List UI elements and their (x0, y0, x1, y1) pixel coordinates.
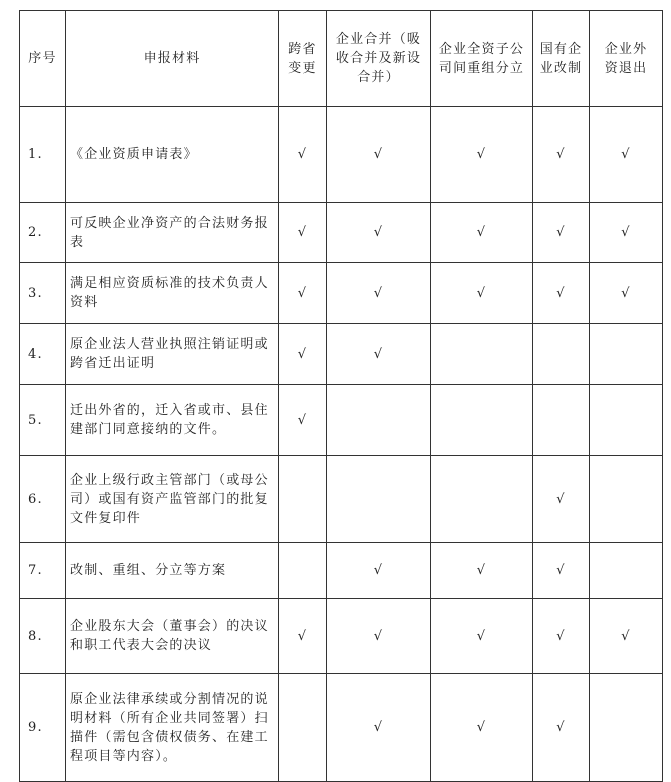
check-mark-cell: √ (590, 599, 663, 674)
table-row (20, 599, 663, 674)
materials-table (19, 10, 663, 782)
check-mark-cell: √ (327, 107, 431, 203)
table-row (20, 107, 663, 203)
empty-cell (431, 456, 533, 543)
empty-cell (279, 543, 327, 599)
empty-cell (590, 385, 663, 456)
row-material: 可反映企业净资产的合法财务报表 (66, 203, 279, 263)
empty-cell (590, 324, 663, 385)
check-mark-cell: √ (279, 203, 327, 263)
row-index: 3. (20, 263, 66, 324)
check-mark-cell: √ (533, 543, 590, 599)
check-mark-cell: √ (533, 203, 590, 263)
header-state-reform: 国有企业改制 (533, 11, 590, 107)
row-index: 9. (20, 674, 66, 782)
row-material: 改制、重组、分立等方案 (66, 543, 279, 599)
row-index: 1. (20, 107, 66, 203)
check-mark-cell: √ (327, 203, 431, 263)
check-mark-cell: √ (590, 263, 663, 324)
check-mark-cell: √ (533, 599, 590, 674)
row-index: 2. (20, 203, 66, 263)
check-mark-cell: √ (533, 456, 590, 543)
empty-cell (279, 456, 327, 543)
check-mark-cell: √ (533, 674, 590, 782)
check-mark-cell: √ (590, 203, 663, 263)
empty-cell (327, 385, 431, 456)
row-index: 4. (20, 324, 66, 385)
header-index: 序号 (20, 11, 66, 107)
check-mark-cell: √ (279, 324, 327, 385)
check-mark-cell: √ (431, 674, 533, 782)
empty-cell (327, 456, 431, 543)
check-mark-cell: √ (327, 599, 431, 674)
check-mark-cell: √ (431, 543, 533, 599)
check-mark-cell: √ (431, 263, 533, 324)
row-index: 5. (20, 385, 66, 456)
row-material: 《企业资质申请表》 (66, 107, 279, 203)
table-row (20, 263, 663, 324)
check-mark-cell: √ (327, 674, 431, 782)
check-mark-cell: √ (431, 107, 533, 203)
table-row (20, 203, 663, 263)
header-material: 申报材料 (66, 11, 279, 107)
row-index: 7. (20, 543, 66, 599)
table-body (20, 107, 663, 782)
table-row (20, 385, 663, 456)
header-subsidiary-split: 企业全资子公司间重组分立 (431, 11, 533, 107)
row-material: 原企业法律承续或分割情况的说明材料（所有企业共同签署）扫描件（需包含债权债务、在建工程项目等内容）。 (66, 674, 279, 782)
table-row (20, 456, 663, 543)
empty-cell (431, 324, 533, 385)
row-material: 企业股东大会（董事会）的决议和职工代表大会的决议 (66, 599, 279, 674)
table-row (20, 543, 663, 599)
table-row (20, 324, 663, 385)
header-foreign-exit: 企业外资退出 (590, 11, 663, 107)
check-mark-cell: √ (279, 599, 327, 674)
check-mark-cell: √ (279, 107, 327, 203)
check-mark-cell: √ (533, 263, 590, 324)
check-mark-cell: √ (533, 107, 590, 203)
header-cross-province: 跨省变更 (279, 11, 327, 107)
check-mark-cell: √ (327, 263, 431, 324)
check-mark-cell: √ (279, 385, 327, 456)
header-merger: 企业合并（吸收合并及新设合并） (327, 11, 431, 107)
check-mark-cell: √ (327, 543, 431, 599)
row-material: 企业上级行政主管部门（或母公司）或国有资产监管部门的批复文件复印件 (66, 456, 279, 543)
check-mark-cell: √ (327, 324, 431, 385)
empty-cell (590, 456, 663, 543)
check-mark-cell: √ (431, 203, 533, 263)
check-mark-cell: √ (590, 107, 663, 203)
check-mark-cell: √ (279, 263, 327, 324)
row-material: 原企业法人营业执照注销证明或跨省迁出证明 (66, 324, 279, 385)
check-mark-cell: √ (431, 599, 533, 674)
row-index: 8. (20, 599, 66, 674)
row-index: 6. (20, 456, 66, 543)
row-material: 满足相应资质标准的技术负责人资料 (66, 263, 279, 324)
header-row (20, 11, 663, 107)
empty-cell (279, 674, 327, 782)
table-row (20, 674, 663, 782)
row-material: 迁出外省的，迁入省或市、县住建部门同意接纳的文件。 (66, 385, 279, 456)
empty-cell (590, 674, 663, 782)
empty-cell (533, 324, 590, 385)
empty-cell (533, 385, 590, 456)
empty-cell (431, 385, 533, 456)
empty-cell (590, 543, 663, 599)
